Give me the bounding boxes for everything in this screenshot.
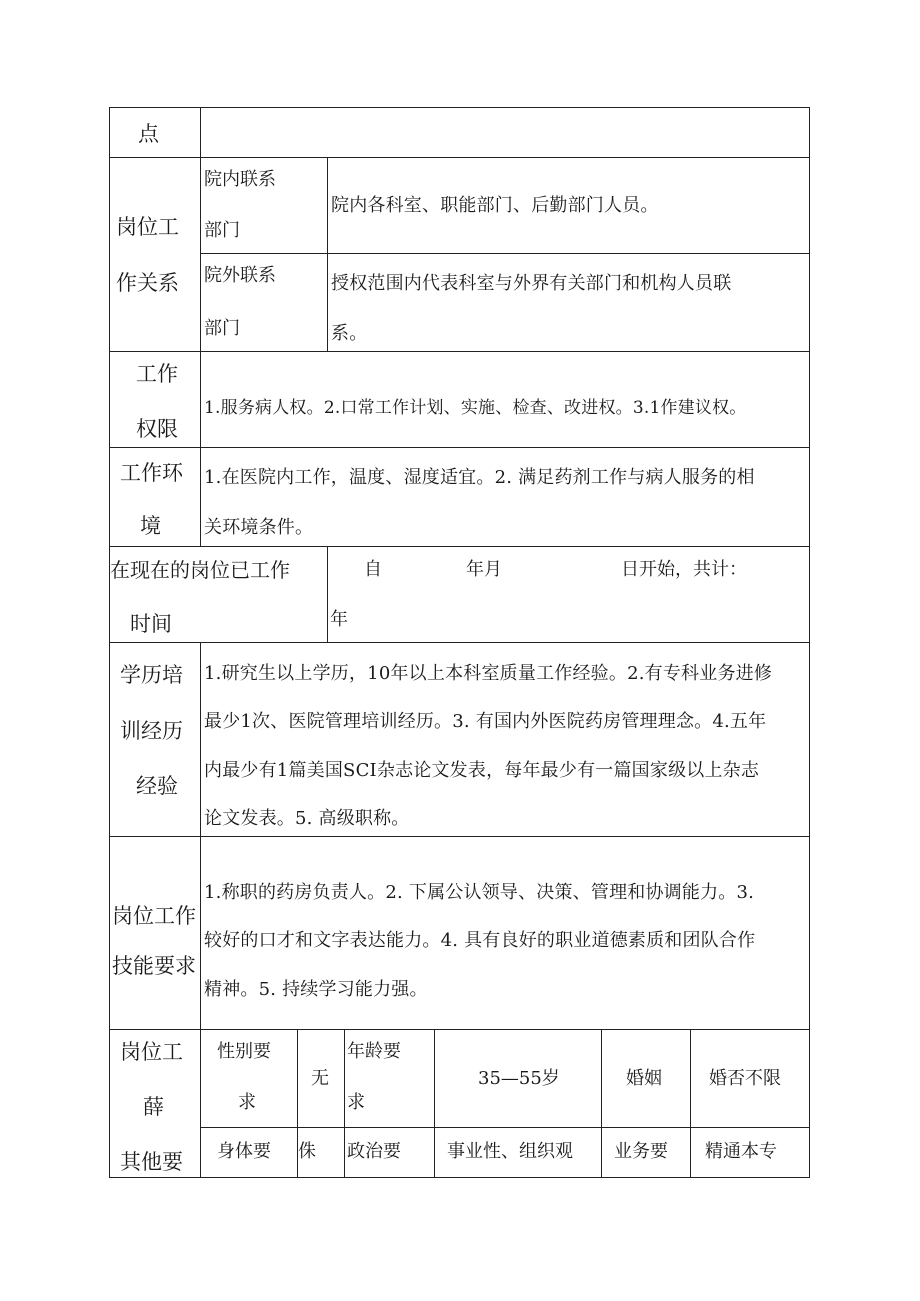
row-line-location: [109, 157, 810, 158]
education-line-4: 论文发表。5. 高级职称。: [204, 808, 410, 829]
gender-label-line1: 性别要: [217, 1041, 271, 1062]
row-line-skills: [109, 1029, 810, 1030]
politics-label: 政治要: [347, 1141, 401, 1162]
education-label-line1: 学历培: [120, 663, 183, 687]
authority-label-line2: 权限: [136, 417, 178, 441]
location-label: 点: [138, 122, 159, 146]
table-border-bottom: [109, 1177, 810, 1178]
authority-content: 1.服务病人权。2.口常工作计划、实施、检查、改进权。3.1作建议权。: [204, 398, 747, 418]
skills-label-line1: 岗位工作: [112, 904, 196, 928]
gender-label-line2: 求: [238, 1092, 256, 1113]
skills-label-line2: 技能要求: [112, 954, 196, 978]
other-label-line3: 其他要: [120, 1150, 183, 1174]
other-divider-2: [344, 1029, 345, 1178]
marriage-label: 婚姻: [626, 1068, 662, 1089]
marriage-value: 婚否不限: [709, 1068, 781, 1089]
environment-label-line2: 境: [140, 514, 161, 538]
other-label-line1: 岗位工: [120, 1040, 183, 1064]
skills-line-1: 1.称职的药房负责人。2. 下属公认领导、决策、管理和协调能力。3.: [204, 882, 755, 903]
age-value: 35—55岁: [478, 1068, 560, 1089]
tenure-label-line2: 时间: [130, 612, 172, 636]
relations-subcolumn-divider: [327, 157, 328, 351]
education-label-line3: 经验: [136, 774, 178, 798]
tenure-divider: [327, 546, 328, 642]
row-line-environment: [109, 546, 810, 547]
external-contact-content-line1: 授权范围内代表科室与外界有关部门和机构人员联: [331, 273, 732, 294]
other-divider-3: [434, 1029, 435, 1178]
row-line-authority: [109, 447, 810, 448]
environment-label-line1: 工作环: [120, 461, 183, 485]
education-line-2: 最少1次、医院管理培训经历。3. 有国内外医院药房管理理念。4.五年: [204, 711, 767, 732]
politics-value: 事业性、组织观: [447, 1141, 573, 1162]
internal-contact-content: 院内各科室、职能部门、后勤部门人员。: [331, 195, 659, 216]
row-line-education: [109, 836, 810, 837]
external-contact-label-line1: 院外联系: [204, 265, 276, 286]
environment-content-line2: 关环境条件。: [204, 517, 314, 538]
gender-value: 无: [311, 1068, 329, 1089]
body-label: 身体要: [217, 1141, 271, 1162]
age-label-line2: 求: [347, 1092, 365, 1113]
education-label-line2: 训经历: [120, 719, 183, 743]
external-contact-label-line2: 部门: [204, 318, 240, 339]
tenure-years: 年: [330, 609, 348, 630]
education-line-3: 内最少有1篇美国SCI杂志论文发表，每年最少有一篇国家级以上杂志: [204, 760, 760, 781]
tenure-year-month: 年月: [466, 559, 502, 580]
relations-label-line2: 作关系: [116, 271, 179, 295]
label-column-divider-lower: [200, 642, 201, 1178]
education-line-1: 1.研究生以上学历，10年以上本科室质量工作经验。2.有专科业务进修: [204, 663, 773, 684]
internal-contact-label-line2: 部门: [204, 220, 240, 241]
skills-line-3: 精神。5. 持续学习能力强。: [204, 979, 428, 1000]
row-line-relations: [109, 351, 810, 352]
relations-label-line1: 岗位工: [116, 215, 179, 239]
label-column-divider: [200, 107, 201, 546]
row-line-relations-split: [200, 253, 810, 254]
external-contact-content-line2: 系。: [331, 323, 368, 344]
age-label-line1: 年龄要: [347, 1041, 401, 1062]
environment-content-line1: 1.在医院内工作，温度、湿度适宜。2. 满足药剂工作与病人服务的相: [204, 467, 755, 488]
business-value: 精通本专: [705, 1141, 777, 1162]
business-label: 业务要: [614, 1141, 668, 1162]
skills-line-2: 较好的口才和文字表达能力。4. 具有良好的职业道德素质和团队合作: [204, 930, 756, 951]
other-divider-4: [601, 1029, 602, 1178]
table-border-top: [109, 107, 810, 108]
tenure-day-start-total: 日开始，共计：: [621, 559, 747, 580]
tenure-from: 自: [364, 559, 382, 580]
row-line-tenure: [109, 642, 810, 643]
authority-label-line1: 工作: [136, 362, 178, 386]
body-value: 侏: [298, 1141, 316, 1162]
other-divider-5: [690, 1029, 691, 1178]
other-label-line2: 薛: [143, 1095, 164, 1119]
tenure-label-line1: 在现在的岗位已工作: [110, 558, 290, 582]
row-line-other-split: [200, 1127, 810, 1128]
internal-contact-label-line1: 院内联系: [204, 169, 276, 190]
